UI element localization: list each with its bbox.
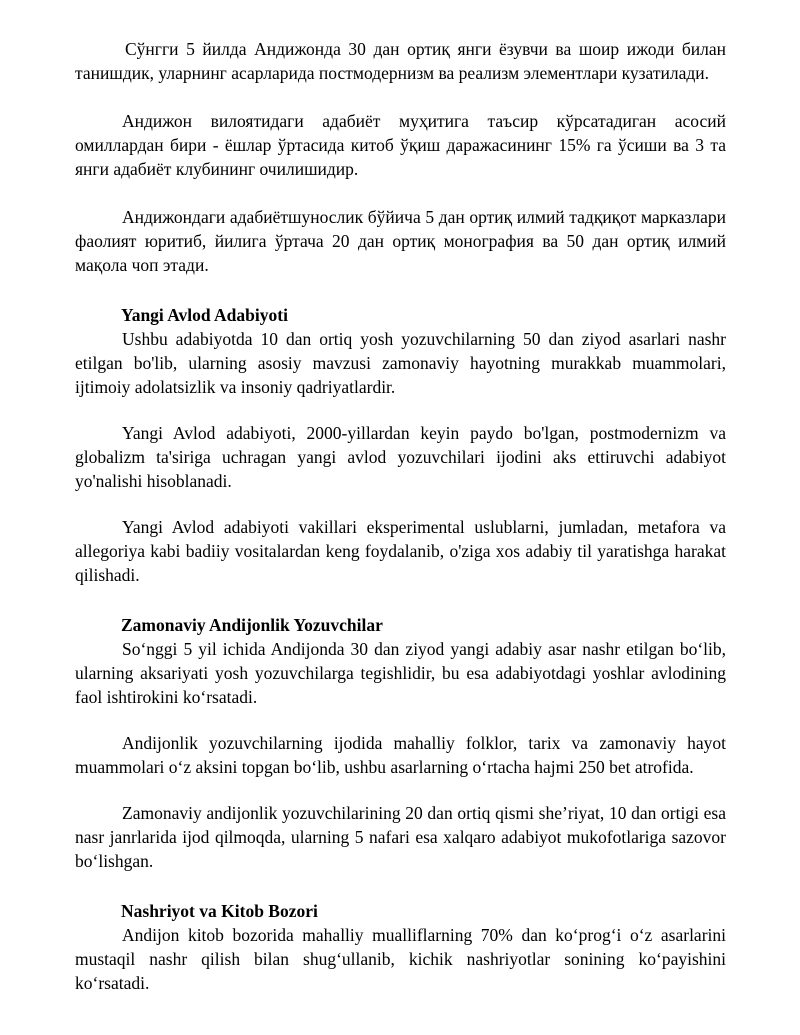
section-nashriyot xyxy=(75,899,726,995)
section-heading: Yangi Avlod Adabiyoti xyxy=(121,305,288,325)
section-zamonaviy-andijonlik xyxy=(75,613,726,873)
intro-paragraph-2: Андижон вилоятидаги адабиёт муҳитига таъсир кўрсатадиган асосий омиллардан бири - ёшлар ўртасида китоб ўқиш даражасининг 15% га ўсиши ва 3 та янги адабиёт клубининг очилишидир. xyxy=(75,111,726,179)
section-heading: Zamonaviy Andijonlik Yozuvchilar xyxy=(121,615,383,635)
section-paragraph: So‘nggi 5 yil ichida Andijonda 30 dan ziyod yangi adabiy asar nashr etilgan bo‘lib, ularning aksariyati yosh yozuvchilarga tegishlidir, bu esa adabiyotdagi yoshlar avlodining faol ishtirokini ko‘rsatadi. xyxy=(75,639,726,707)
document-page xyxy=(75,37,726,995)
section-yangi-avlod xyxy=(75,303,726,587)
intro-paragraph-3: Андижондаги адабиётшунослик бўйича 5 дан ортиқ илмий тадқиқот марказлари фаолият юритиб, йилига ўртача 20 дан ортиқ монография ва 50 дан ортиқ илмий мақола чоп этади. xyxy=(75,207,726,275)
section-paragraph: Andijon kitob bozorida mahalliy mualliflarning 70% dan ko‘prog‘i o‘z asarlarini mustaqil nashr qilish bilan shug‘ullanib, kichik nashriyotlar sonining ko‘payishini ko‘rsatadi. xyxy=(75,925,726,993)
section-paragraph: Andijonlik yozuvchilarning ijodida mahalliy folklor, tarix va zamonaviy hayot muammolari o‘z aksini topgan bo‘lib, ushbu asarlarning o‘rtacha hajmi 250 bet atrofida. xyxy=(75,733,726,777)
section-paragraph: Zamonaviy andijonlik yozuvchilarining 20 dan ortiq qismi she’riyat, 10 dan ortigi esa nasr janrlarida ijod qilmoqda, ularning 5 nafari esa xalqaro adabiyot mukofotlariga sazovor bo‘lishgan. xyxy=(75,803,726,871)
section-paragraph: Ushbu adabiyotda 10 dan ortiq yosh yozuvchilarning 50 dan ziyod asarlari nashr etilgan bo'lib, ularning asosiy mavzusi zamonaviy hayotning murakkab muammolari, ijtimoiy adolatsizlik va insoniy qadriyatlardir. xyxy=(75,329,726,397)
intro-section xyxy=(75,37,726,277)
section-paragraph: Yangi Avlod adabiyoti, 2000-yillardan keyin paydo bo'lgan, postmodernizm va globalizm ta'siriga uchragan yangi avlod yozuvchilari ijodini aks ettiruvchi adabiyot yo'nalishi hisoblanadi. xyxy=(75,423,726,491)
intro-paragraph-1: Сўнгги 5 йилда Андижонда 30 дан ортиқ янги ёзувчи ва шоир ижоди билан танишдик, уларнинг асарларида постмодернизм ва реализм элементлари кузатилади. xyxy=(75,39,726,83)
section-paragraph: Yangi Avlod adabiyoti vakillari eksperimental uslublarni, jumladan, metafora va allegoriya kabi badiiy vositalardan keng foydalanib, o'ziga xos adabiy til yaratishga harakat qilishadi. xyxy=(75,517,726,585)
section-heading: Nashriyot va Kitob Bozori xyxy=(121,901,318,921)
